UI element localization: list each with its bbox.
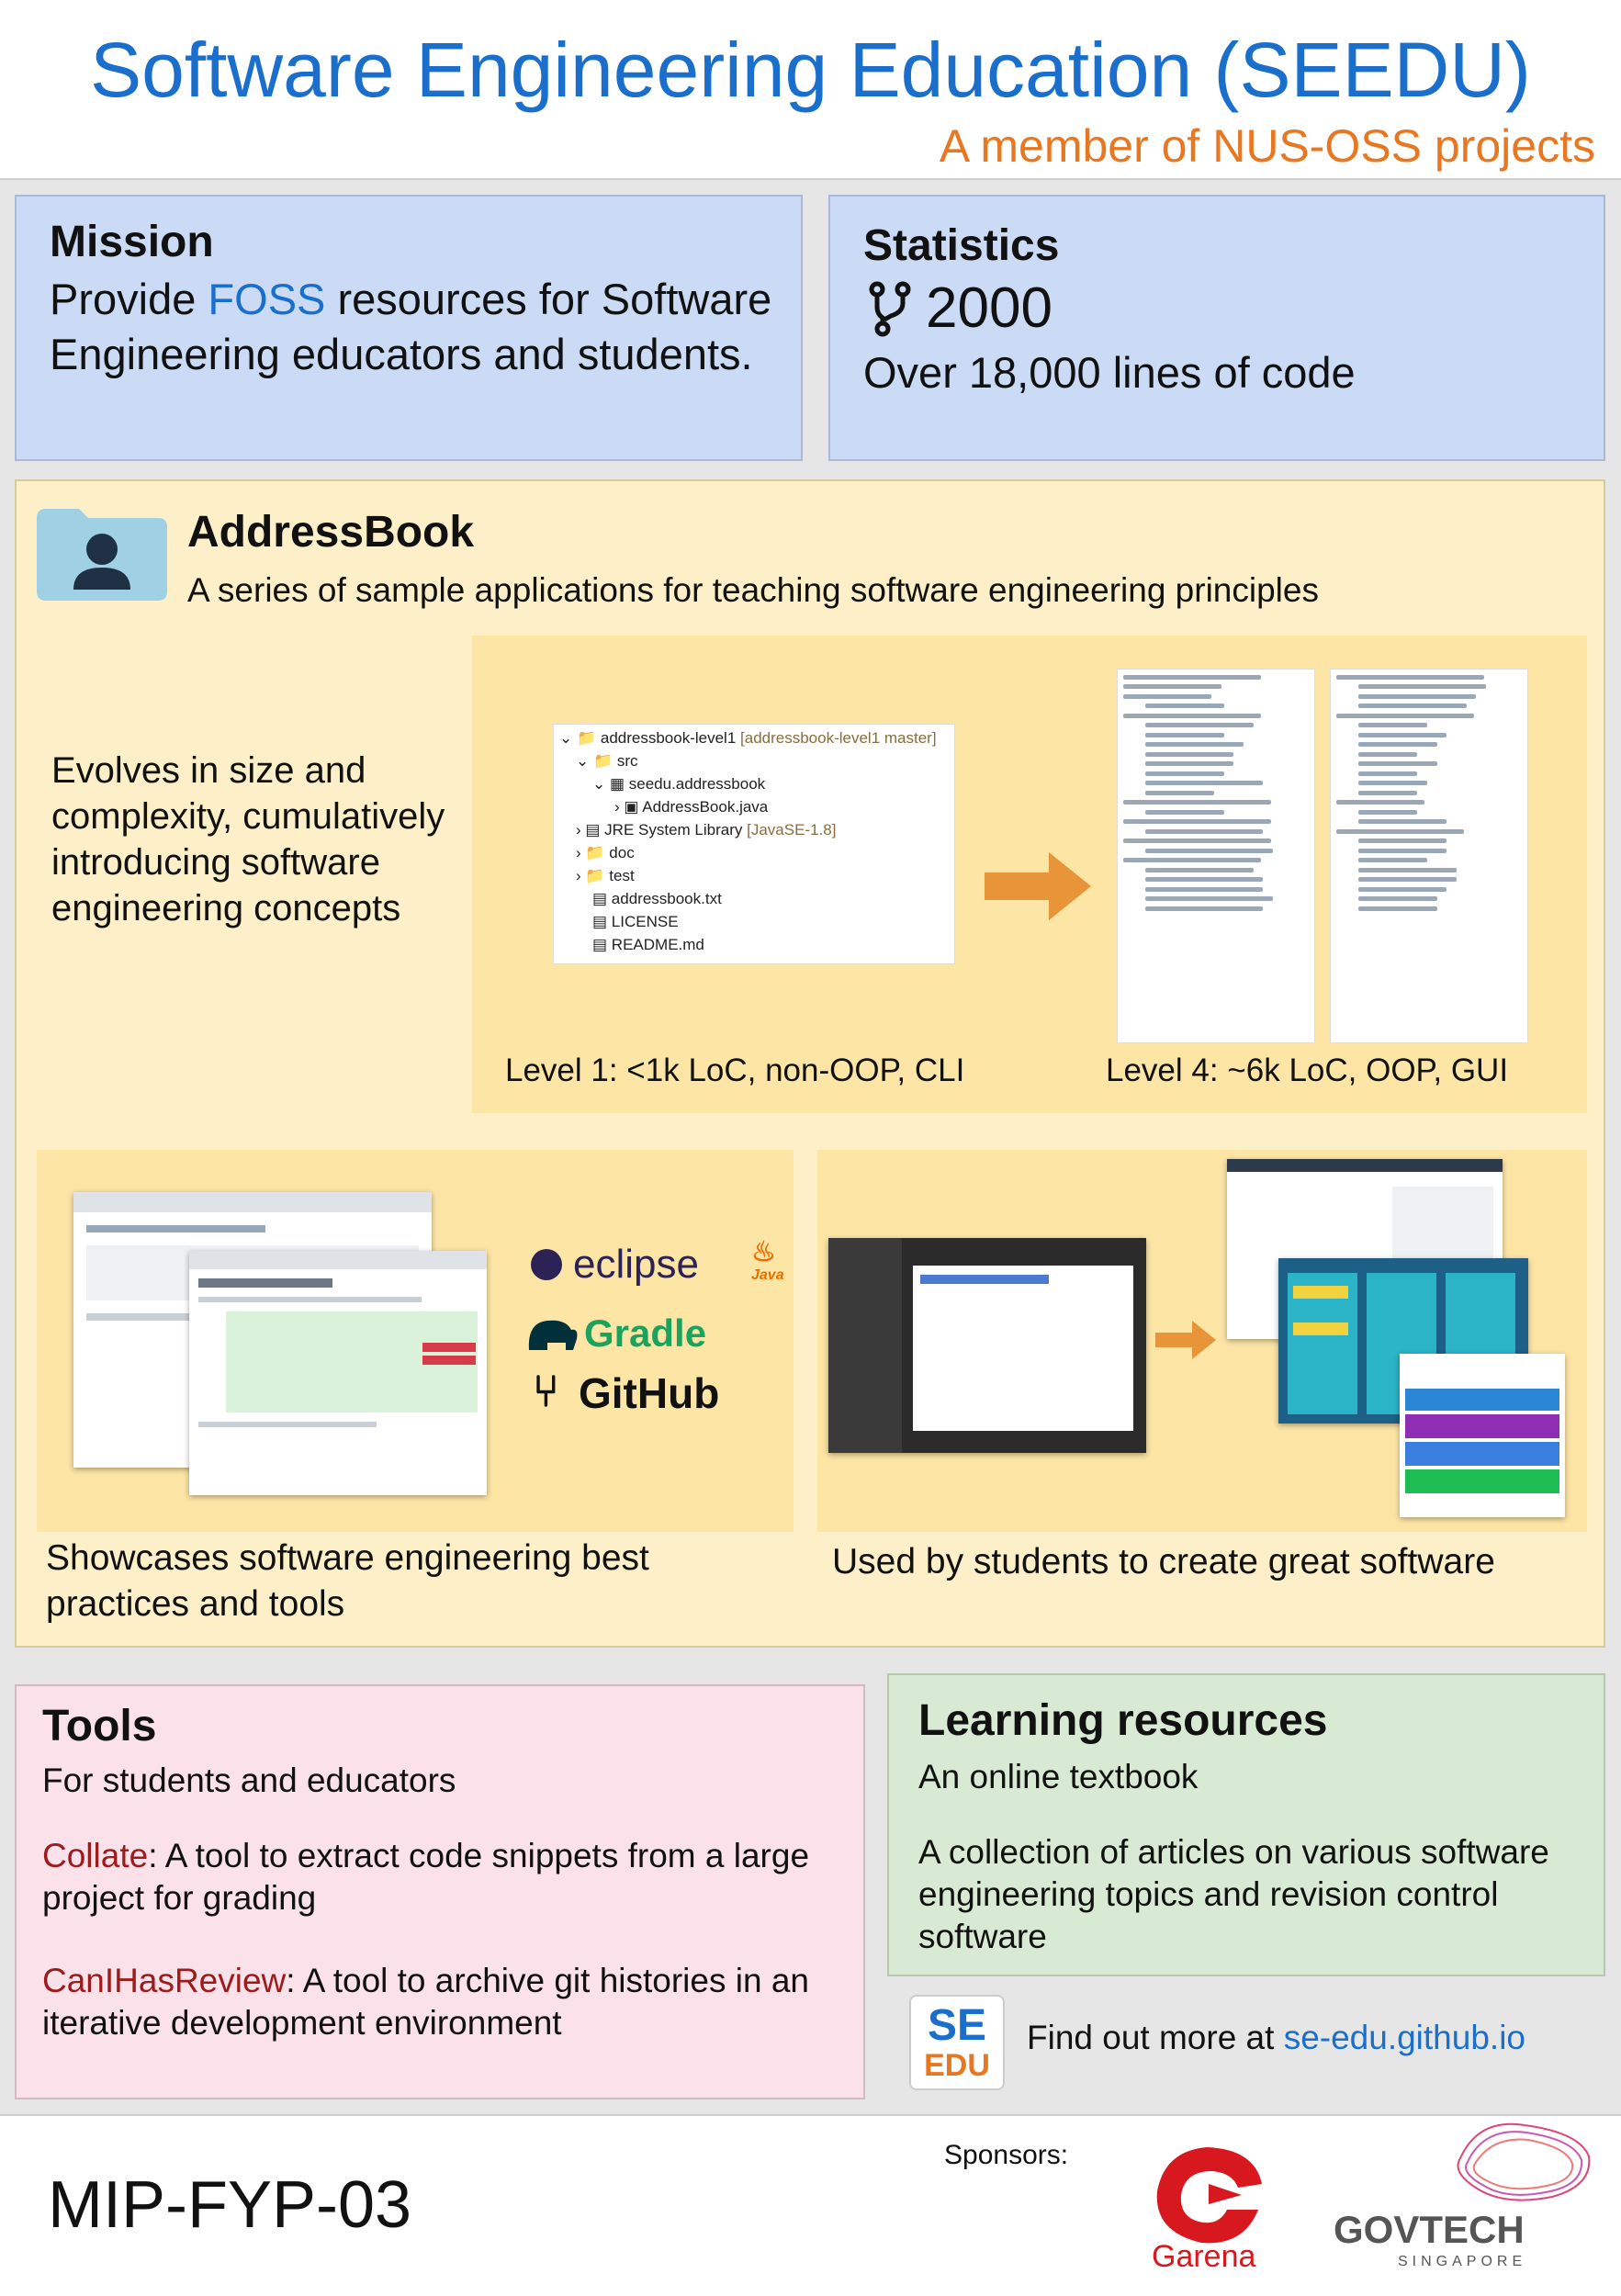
level1-caption: Level 1: <1k LoC, non-OOP, CLI [505,1052,965,1088]
seedu-logo-bottom: EDU [924,2048,990,2083]
foss-link[interactable]: FOSS [208,275,326,323]
tree-node-test: › 📁 test [576,867,635,884]
collate-link[interactable]: Collate [42,1837,149,1874]
tree-node-license: ▤ LICENSE [592,913,679,930]
student-app-screenshot-dark [828,1238,1146,1453]
java-cup-icon: ♨ [751,1237,776,1267]
tree-node-package: ⌄ ▦ seedu.addressbook [592,775,766,793]
govtech-swirl-icon [1442,2112,1598,2213]
fork-count: 2000 [926,276,1053,340]
tree-node-doc: › 📁 doc [576,844,635,861]
statistics-heading: Statistics [863,221,1060,270]
learning-heading: Learning resources [918,1696,1328,1745]
student-projects-box [817,1150,1587,1532]
github-screenshot-front [189,1251,487,1495]
eclipse-icon [531,1249,562,1280]
addressbook-subtitle: A series of sample applications for teaching software engineering principles [187,571,1319,609]
govtech-text: GOVTECH [1334,2208,1525,2251]
page-subtitle: A member of NUS-OSS projects [939,120,1595,172]
tree-node-src: ⌄ 📁 src [576,752,638,770]
fork-icon [869,281,911,338]
seedu-logo-top: SE [927,2001,987,2050]
gradle-logo: Gradle [584,1311,707,1355]
page-title: Software Engineering Education (SEEDU) [90,27,1531,113]
statistics-panel [828,195,1605,461]
level4-caption: Level 4: ~6k LoC, OOP, GUI [1106,1052,1509,1088]
tools-subheading: For students and educators [42,1761,456,1799]
govtech-sub-text: SINGAPORE [1398,2254,1527,2269]
mission-text: Provide FOSS resources for Software Engineering educators and students. [50,275,772,378]
level4-tree-screenshot-right [1330,669,1528,1043]
best-practices-box [37,1150,794,1532]
tree-node-project: ⌄ 📁 addressbook-level1 [addressbook-level1 master] [559,729,937,747]
garena-text: Garena [1152,2239,1256,2274]
collate-item: Collate: A tool to extract code snippets from a large project for grading [42,1837,810,1917]
tree-node-file: › ▣ AddressBook.java [614,798,769,816]
seedu-site-link[interactable]: se-edu.github.io [1283,2019,1525,2056]
evolves-text: Evolves in size and complexity, cumulatively introducing software engineering concepts [51,750,445,929]
gradle-elephant-icon [525,1313,580,1356]
canihasreview-link[interactable]: CanIHasReview [42,1962,287,1999]
tools-panel [15,1684,865,2099]
level1-tree-screenshot [553,724,955,964]
addressbook-title: AddressBook [187,508,475,557]
student-app-screenshot-3 [1400,1354,1565,1517]
textbook-text: An online textbook [918,1758,1199,1795]
loc-text: Over 18,000 lines of code [863,348,1356,397]
tree-node-jre: › ▤ JRE System Library [JavaSE-1.8] [576,821,837,838]
showcases-text: Showcases software engineering best practices and tools [46,1538,649,1624]
github-fork-icon: ⑂ [533,1367,559,1416]
mission-panel [15,195,803,461]
garena-logo-icon [1148,2144,1267,2252]
arrow-right-small-icon [1155,1321,1216,1359]
mission-heading: Mission [50,218,214,266]
project-code: MIP-FYP-03 [48,2168,412,2242]
level4-tree-screenshot-left [1117,669,1315,1043]
canihasreview-item: CanIHasReview: A tool to archive git histories in an iterative development environment [42,1962,809,2042]
findout-text: Find out more at se-edu.github.io [1027,2019,1525,2056]
articles-text: A collection of articles on various software engineering topics and revision control software [918,1833,1549,1955]
tree-node-readme: ▤ README.md [592,936,704,953]
learning-panel [887,1673,1605,1976]
addressbook-folder-icon [37,509,167,601]
addressbook-panel [15,479,1605,1648]
used-by-text: Used by students to create great software [832,1542,1495,1581]
github-logo: GitHub [579,1369,720,1417]
tree-node-txt: ▤ addressbook.txt [592,890,722,907]
eclipse-logo: eclipse [573,1242,699,1287]
java-logo: Java [751,1267,784,1283]
arrow-right-icon [985,852,1091,920]
seedu-logo [909,1995,1005,2090]
tools-heading: Tools [42,1702,157,1750]
levels-box [472,636,1587,1113]
sponsors-label: Sponsors: [944,2140,1069,2170]
